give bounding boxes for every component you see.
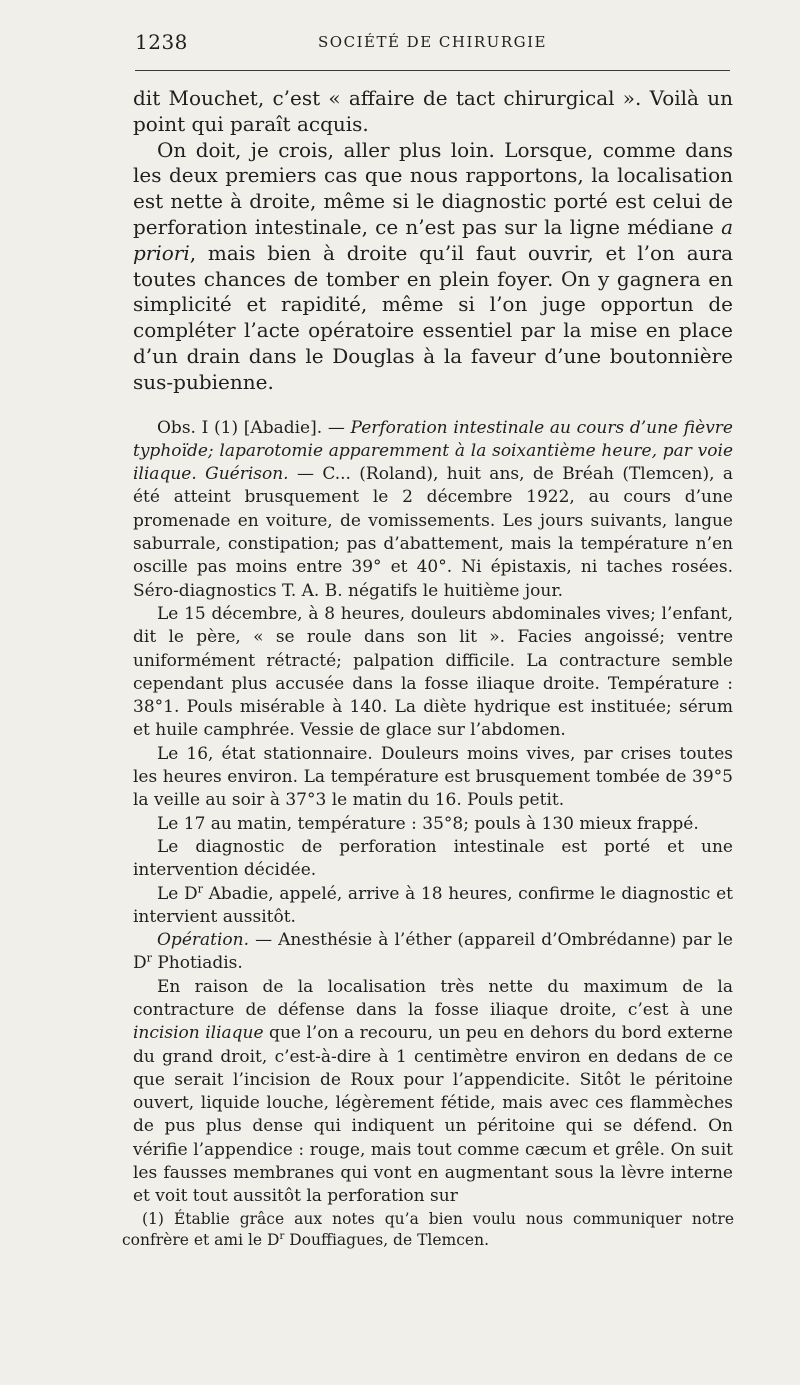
observation-title: Perforation intestinale au cours d’une fièvre typhoïde; laparotomie apparemment à la soixantième heure, par voie iliaque. Guérison. [133, 417, 733, 485]
running-head: SOCIÉTÉ DE CHIRURGIE [318, 33, 547, 51]
paragraph-dec-16: Le 16, état stationnaire. Douleurs moins vives, par crises toutes les heures environ. La température est brusquement tombée de 39°5 la veille au soir à 37°3 le matin du 16. Pouls petit. [133, 743, 733, 811]
footnote: (1) Établie grâce aux notes qu’a bien voulu nous communiquer notre confrère et ami le $D^r$ Douffiagues, de Tlemcen. [122, 1210, 734, 1249]
paragraph-incision: En raison de la localisation très nette du maximum de la contracture de défense dans la fosse iliaque droite, c’est à une incision iliaque que l’on a recouru, un peu en dehors du bord externe du grand droit, c’est-à-dire à 1 centimètre environ en dedans de ce que serait l’incision de Roux pour l’appendicite. Sitôt le péritoine ouvert, liquide louche, légèrement fétide, mais avec ces flammèches de pus plus dense qui indiquent un péritoine qui se défend. On vérifie l’appendice : rouge, mais tout comme cæcum et grêle. On suit les fausses membranes qui vont en augmentant sous la lèvre interne et voit tout aussitôt la perforation sur [133, 976, 733, 1207]
paragraph-dec-17: Le 17 au matin, température : 35°8; pouls à 130 mieux frappé. [157, 813, 699, 834]
observation-heading: Obs. I (1) [Abadie]. — Perforation intestinale au cours d’une fièvre typhoïde; laparotomie apparemment à la soixantième heure, par voie iliaque. Guérison. — C... (Roland), huit ans, de Bréah (Tlemcen), a été atteint brusquement le 2 décembre 1922, au cours d’une promenade en voiture, de vomissements. Les jours suivants, langue saburrale, constipation; pas d’abattement, mais la température n’en oscille pas moins entre 39° et 40°. Ni épistaxis, ni taches rosées. Séro-diagnostics T. A. B. négatifs le huitième jour. [133, 417, 733, 601]
section-gap [133, 396, 733, 417]
operation-label: Opération. [157, 930, 249, 951]
italic-a-priori: a priori [133, 214, 733, 265]
page-header [135, 30, 730, 54]
paragraph-abadie: Le $D^r$ Abadie, appelé, arrive à 18 heures, confirme le diagnostic et intervient aussitôt. [133, 881, 733, 927]
body-text [133, 86, 733, 1209]
paragraph-diagnosis: Le diagnostic de perforation intestinale est porté et une intervention décidée. [133, 836, 733, 881]
paragraph-operation: Opération. — Anesthésie à l’éther (appareil d’Ombrédanne) par le $D^r$ Photiadis. [133, 930, 733, 974]
paragraph-continuation: dit Mouchet, c’est « affaire de tact chirurgical ». Voilà un point qui paraît acquis. [133, 86, 733, 136]
page-number: 1238 [135, 30, 188, 54]
paragraph-conclusion: On doit, je crois, aller plus loin. Lorsque, comme dans les deux premiers cas que nous rapportons, la localisation est nette à droite, même si le diagnostic porté est celui de perforation intestinale, ce n’est pas sur la ligne médiane a priori, mais bien à droite qu’il faut ouvrir, et l’on aura toutes chances de tomber en plein foyer. On y gagnera en simplicité et rapidité, même si l’on juge opportun de compléter l’acte opératoire essentiel par la mise en place d’un drain dans le Douglas à la faveur d’une boutonnière sus-pubienne. [133, 137, 733, 394]
header-rule [135, 70, 730, 71]
italic-incision-iliaque: incision iliaque [133, 1023, 264, 1044]
paragraph-dec-15: Le 15 décembre, à 8 heures, douleurs abdominales vives; l’enfant, dit le père, « se roule dans son lit ». Facies angoissé; ventre uniformément rétracté; palpation difficile. La contracture semble cependant plus accusée dans la fosse iliaque droite. Température : 38°1. Pouls misérable à 140. La diète hydrique est instituée; sérum et huile camphrée. Vessie de glace sur l’abdomen. [133, 603, 733, 741]
